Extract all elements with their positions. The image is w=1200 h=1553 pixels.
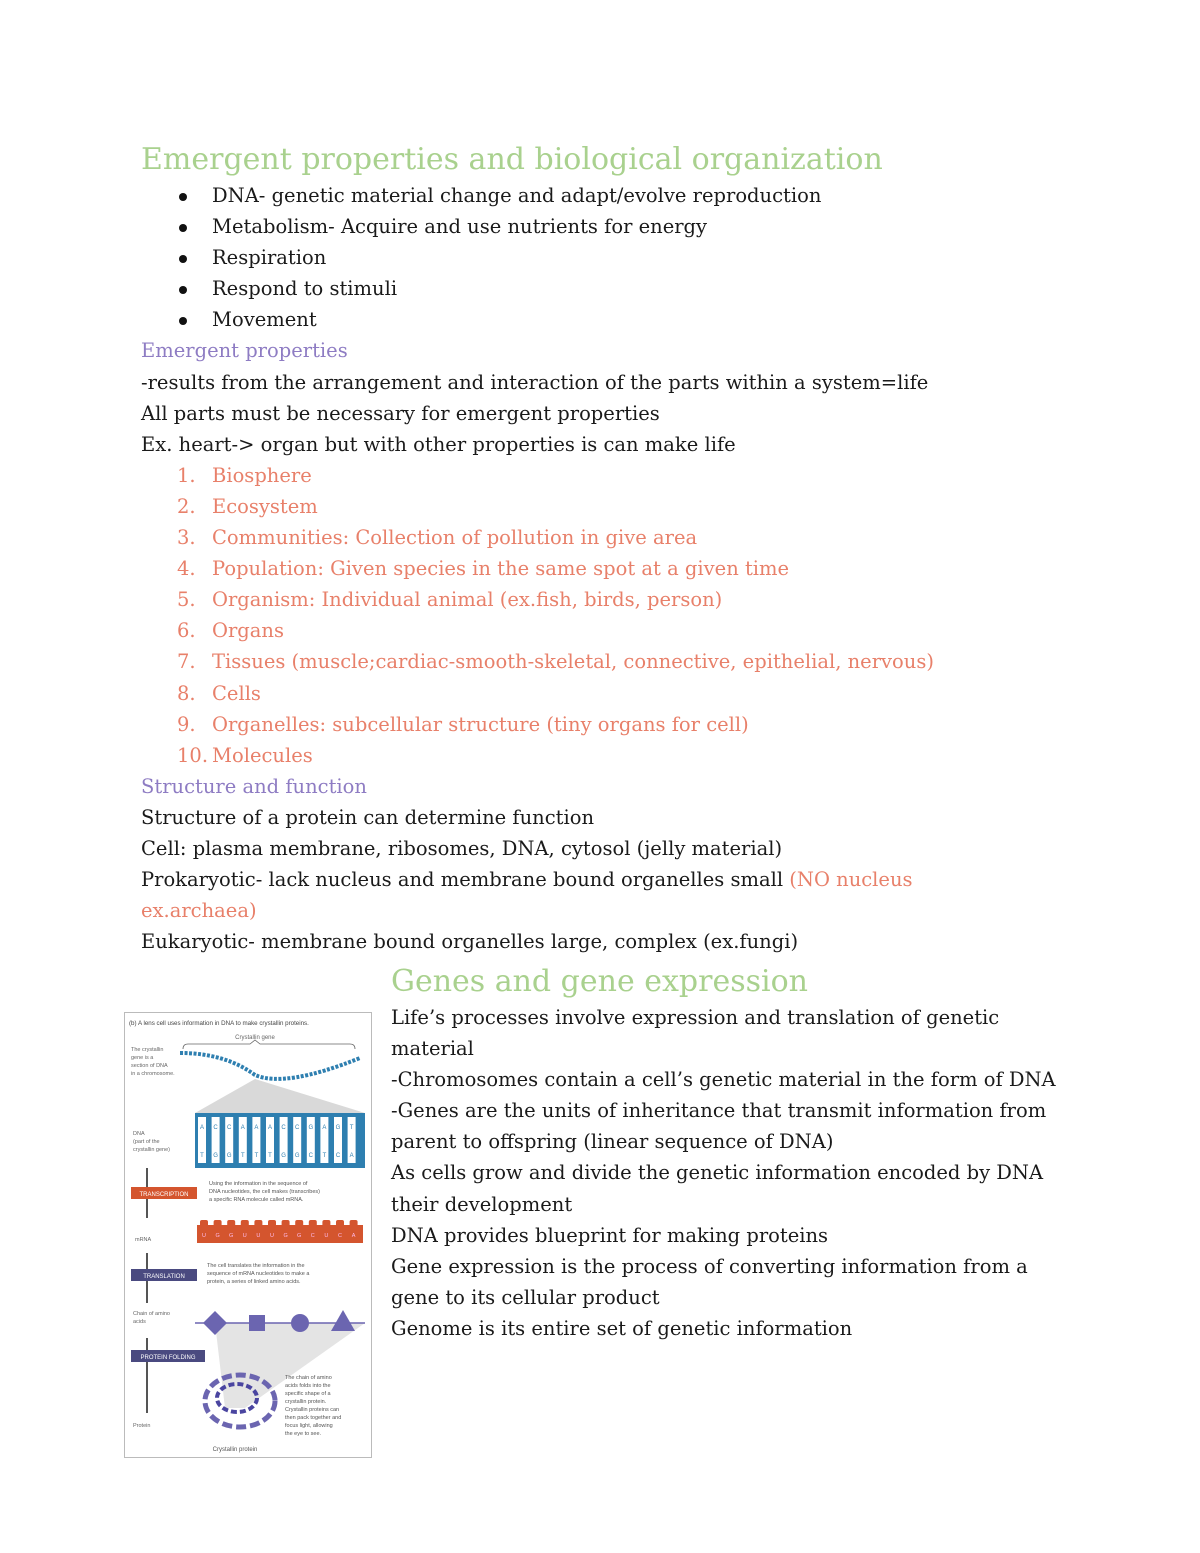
paragraph: Gene expression is the process of converting information from a gene to its cellular product [391, 1254, 1028, 1309]
mrna-base: U [202, 1233, 206, 1239]
level-number: 6. [177, 619, 196, 643]
dna-base: C [281, 1125, 286, 1131]
dna-base: A [349, 1153, 354, 1159]
dna-base: G [281, 1153, 286, 1159]
mrna-base: C [338, 1233, 342, 1239]
dna-base: C [295, 1125, 300, 1131]
level-item [141, 709, 1101, 740]
dna-base: A [254, 1125, 259, 1131]
chain-label: acids [133, 1319, 146, 1325]
dna-base: A [199, 1125, 205, 1131]
dna-base: G [213, 1153, 218, 1159]
dna-base: C [308, 1153, 313, 1159]
prokaryotic-line [141, 864, 1101, 895]
level-text: Population: Given species in the same spot at a given time [212, 557, 790, 581]
dna-base: C [213, 1125, 218, 1131]
level-item [141, 740, 1101, 771]
dna-base: A [240, 1125, 245, 1131]
figure-diagram [125, 1013, 371, 1457]
mrna-nucleotide [200, 1220, 208, 1228]
level-number: 2. [177, 494, 196, 518]
genes-heading: Genes and gene expression [391, 964, 808, 999]
dna-base: T [254, 1153, 259, 1159]
list-item: Metabolism- Acquire and use nutrients for energy [141, 211, 1101, 242]
emergent-heading: Emergent properties [141, 339, 348, 363]
list-item: DNA- genetic material change and adapt/evolve reproduction [141, 180, 1101, 211]
level-text: Biosphere [212, 463, 312, 487]
chromosome-note: The crystallin [131, 1047, 164, 1053]
dna-base: T [322, 1153, 327, 1159]
amino-acid-square [249, 1315, 265, 1331]
mrna-nucleotide [350, 1220, 358, 1228]
dna-base: C [335, 1153, 341, 1159]
page-title: Emergent properties and biological organization [141, 142, 883, 177]
level-text: Tissues (muscle;cardiac-smooth-skeletal, connective, epithelial, nervous) [212, 650, 934, 674]
folding-note: crystallin protein. [285, 1399, 327, 1405]
paragraph: As cells grow and divide the genetic information encoded by DNA their development [391, 1161, 1044, 1216]
level-item [141, 522, 1101, 553]
chain-label: Chain of amino [133, 1311, 170, 1317]
level-item [141, 615, 1101, 646]
dna-base: G [226, 1153, 232, 1159]
text-line: -results from the arrangement and interaction of the parts within a system=life [141, 370, 929, 394]
dna-base: A [267, 1125, 273, 1131]
prokaryotic-note-cont: ex.archaea) [141, 899, 257, 923]
amino-acid-triangle [331, 1310, 355, 1331]
folding-note: then pack together and [285, 1415, 342, 1421]
folding-note: the eye to see. [285, 1431, 322, 1437]
eukaryotic-line: Eukaryotic- membrane bound organelles large, complex (ex.fungi) [141, 930, 799, 954]
mrna-base: G [229, 1233, 234, 1239]
chromosome-note: gene is a [131, 1055, 154, 1061]
dna-base: T [268, 1153, 272, 1159]
level-number: 8. [177, 681, 196, 705]
mrna-base: G [297, 1233, 302, 1239]
zoom-wedge [195, 1079, 365, 1113]
level-number: 3. [177, 526, 196, 550]
level-text: Organs [212, 619, 284, 643]
gene-expression-figure [124, 1012, 372, 1458]
mrna-nucleotide [227, 1220, 235, 1228]
level-text: Communities: Collection of pollution in give area [212, 526, 698, 550]
level-number: 1. [177, 463, 196, 487]
dna-base: A [322, 1125, 327, 1131]
transcription-label: TRANSCRIPTION [139, 1192, 189, 1198]
transcription-note: DNA nucleotides, the cell makes (transcribes) [209, 1189, 320, 1195]
mrna-base: U [270, 1233, 274, 1239]
mrna-label: mRNA [135, 1237, 152, 1243]
mrna-nucleotide [295, 1220, 303, 1228]
dna-base: G [294, 1153, 300, 1159]
transcription-note: a specific RNA molecule called mRNA. [209, 1197, 304, 1203]
paragraph: Genome is its entire set of genetic information [391, 1316, 853, 1340]
mrna-nucleotide [241, 1220, 249, 1228]
level-text: Organism: Individual animal (ex.fish, birds, person) [212, 588, 723, 612]
level-text: Cells [212, 681, 261, 705]
level-item [141, 460, 1101, 491]
text-line: All parts must be necessary for emergent properties [141, 401, 660, 425]
mrna-nucleotide [322, 1220, 330, 1228]
level-text: Ecosystem [212, 494, 318, 518]
level-text: Molecules [212, 743, 313, 767]
translation-label: TRANSLATION [143, 1274, 185, 1280]
level-item [141, 584, 1101, 615]
characteristics-list [141, 180, 1101, 335]
mrna-base: C [310, 1233, 315, 1239]
level-number: 9. [177, 712, 196, 736]
paragraph: -Genes are the units of inheritance that transmit information from parent to offspring (linear sequence of DNA) [391, 1099, 1047, 1154]
mrna-base: U [324, 1233, 329, 1239]
folding-note: acids folds into the [285, 1383, 331, 1389]
level-item [141, 553, 1101, 584]
mrna-nucleotide [268, 1220, 276, 1228]
list-item: Respiration [141, 242, 1101, 273]
level-number: 4. [177, 557, 196, 581]
folding-note: The chain of amino [285, 1375, 332, 1381]
paragraph: DNA provides blueprint for making proteins [391, 1223, 829, 1247]
translation-note: The cell translates the information in the [207, 1263, 305, 1269]
level-text: Organelles: subcellular structure (tiny organs for cell) [212, 712, 749, 736]
prokaryotic-text: Prokaryotic- lack nucleus and membrane bound organelles small [141, 868, 790, 892]
list-item: Respond to stimuli [141, 273, 1101, 304]
organization-levels-list [141, 460, 1101, 771]
figure-caption: (b) A lens cell uses information in DNA to make crystallin proteins. [129, 1020, 309, 1027]
dna-label: crystallin gene) [133, 1147, 170, 1153]
chromosome-dna-strand [180, 1053, 360, 1079]
mrna-nucleotide [214, 1220, 222, 1228]
mrna-nucleotide [336, 1220, 344, 1228]
dna-base: T [349, 1125, 354, 1131]
gene-bracket [183, 1040, 355, 1049]
level-number: 7. [177, 650, 196, 674]
mrna-nucleotide [254, 1220, 262, 1228]
protein-label: Protein [133, 1423, 151, 1429]
text-line: Cell: plasma membrane, ribosomes, DNA, cytosol (jelly material) [141, 836, 783, 860]
mrna-base: U [256, 1233, 261, 1239]
dna-base: G [308, 1125, 314, 1131]
transcription-note: Using the information in the sequence of [209, 1181, 308, 1187]
level-number: 10. [177, 743, 209, 767]
mrna-nucleotide [309, 1220, 317, 1228]
genes-section [391, 962, 1071, 1344]
paragraph: Life’s processes involve expression and translation of genetic material [391, 1006, 1000, 1061]
translation-note: sequence of mRNA nucleotides to make a [207, 1271, 310, 1277]
folding-note: Crystallin proteins can [285, 1407, 340, 1413]
structure-heading: Structure and function [141, 774, 367, 798]
folding-note: focus light, allowing [285, 1423, 333, 1429]
level-number: 5. [177, 588, 196, 612]
dna-base: T [240, 1153, 245, 1159]
protein-folding-label: PROTEIN FOLDING [140, 1355, 196, 1361]
notes-main [141, 140, 1101, 957]
protein-caption: Crystallin protein [212, 1447, 258, 1453]
chromosome-note: in a chromosome. [131, 1071, 175, 1077]
mrna-base: G [283, 1233, 288, 1239]
dna-base: T [200, 1153, 204, 1159]
mrna-base: A [351, 1233, 356, 1239]
mrna-nucleotide [282, 1220, 290, 1228]
dna-label: DNA [133, 1131, 145, 1137]
level-item [141, 491, 1101, 522]
gene-label: Crystallin gene [235, 1035, 275, 1041]
folding-note: specific shape of a [285, 1391, 331, 1397]
dna-base: G [335, 1125, 341, 1131]
level-item [141, 678, 1101, 709]
list-item: Movement [141, 304, 1101, 335]
amino-acid-circle [291, 1314, 309, 1332]
level-item [141, 646, 1101, 677]
mrna-base: U [242, 1233, 247, 1239]
dna-label: (part of the [133, 1139, 160, 1145]
translation-note: protein, a series of linked amino acids. [207, 1279, 301, 1285]
paragraph: -Chromosomes contain a cell’s genetic material in the form of DNA [391, 1068, 1056, 1092]
text-line: Ex. heart-> organ but with other properties is can make life [141, 432, 736, 456]
text-line: Structure of a protein can determine function [141, 805, 595, 829]
chromosome-note: section of DNA [131, 1063, 168, 1069]
dna-base: C [227, 1125, 232, 1131]
mrna-base: G [215, 1233, 220, 1239]
prokaryotic-note: (NO nucleus [789, 868, 913, 892]
